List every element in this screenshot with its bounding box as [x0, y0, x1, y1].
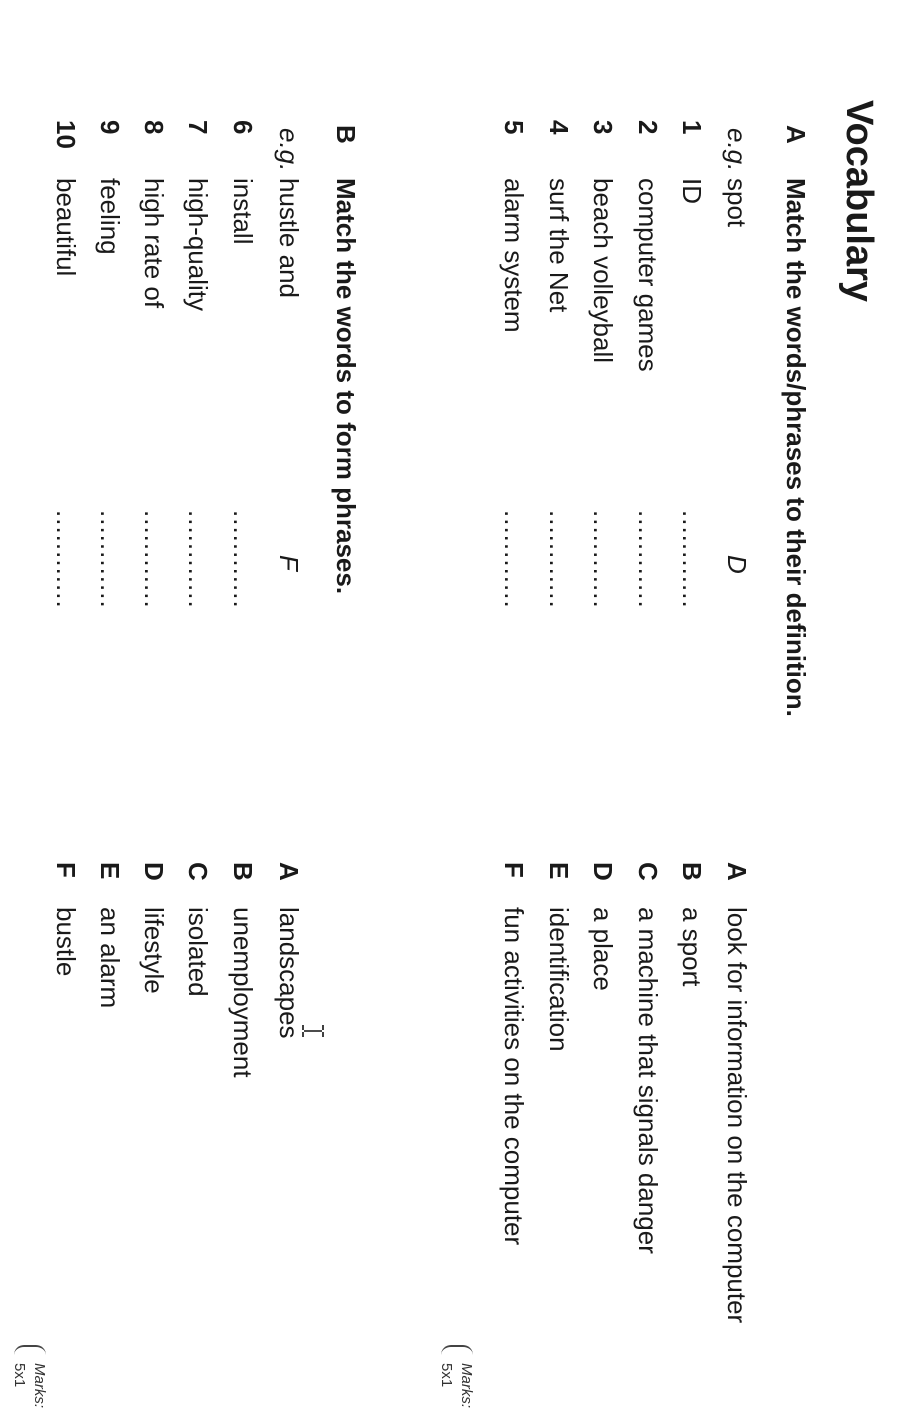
- section-b-instruction: Match the words to form phrases.: [331, 178, 361, 595]
- section-a-answer-blank[interactable]: ............: [633, 510, 663, 609]
- section-b-option-text: isolated: [183, 907, 213, 997]
- section-b-answer-blank[interactable]: ............: [228, 510, 258, 609]
- section-a-definition-text: a place: [588, 907, 618, 991]
- section-a-marks-bracket: [441, 1345, 473, 1361]
- section-a-item-number: 1: [677, 120, 707, 135]
- section-b-item-word: high-quality: [183, 178, 213, 311]
- section-b-example-word: hustle and: [274, 178, 304, 298]
- section-b-letter: B: [331, 125, 361, 144]
- section-a-item-word: ID: [677, 178, 707, 204]
- section-b-item-number: 10: [51, 120, 81, 149]
- section-b-answer-blank[interactable]: ............: [51, 510, 81, 609]
- section-a-example-label: e.g.: [722, 128, 752, 172]
- section-b-item-word: feeling: [95, 178, 125, 255]
- section-b-item-number: 6: [228, 120, 258, 135]
- section-b-option-letter: F: [51, 862, 81, 878]
- section-a-definition-letter: F: [499, 862, 529, 878]
- section-b-item-word: install: [228, 178, 258, 245]
- section-a-marks-value: 5x1: [438, 1363, 455, 1388]
- section-a-item-word: computer games: [633, 178, 663, 372]
- section-b-option-text: bustle: [51, 907, 81, 977]
- section-b-marks-label: Marks:: [31, 1363, 48, 1408]
- section-a-answer-blank[interactable]: ............: [499, 510, 529, 609]
- section-a-item-number: 5: [499, 120, 529, 135]
- watermark-text: орита Евге...: [6, 8, 33, 150]
- section-b-item-number: 8: [139, 120, 169, 135]
- section-b-option-text: unemployment: [228, 907, 258, 1078]
- section-b-item-word: beautiful: [51, 178, 81, 277]
- section-a-definition-letter: D: [588, 862, 618, 881]
- section-a-marks-label: Marks:: [458, 1363, 475, 1408]
- section-b-item-number: 7: [183, 120, 213, 135]
- section-a-definition-letter: C: [633, 862, 663, 881]
- section-b-item-number: 9: [95, 120, 125, 135]
- section-a-definition-text: fun activities on the computer: [499, 907, 529, 1246]
- section-a-answer-blank[interactable]: ............: [588, 510, 618, 609]
- section-a-item-word: alarm system: [499, 178, 529, 333]
- section-a-definition-text: a sport: [677, 907, 707, 987]
- section-a-definition-text: a machine that signals danger: [633, 907, 663, 1254]
- section-b-option-letter: C: [183, 862, 213, 881]
- section-b-answer-blank[interactable]: ............: [95, 510, 125, 609]
- section-a-example-answer: D: [722, 555, 752, 574]
- section-a-item-number: 4: [544, 120, 574, 135]
- section-b-option-letter: A: [274, 862, 304, 881]
- section-b-option-text: an alarm: [95, 907, 125, 1009]
- section-a-answer-blank[interactable]: ............: [677, 510, 707, 609]
- section-a-letter: A: [781, 125, 811, 144]
- section-b-option-text: landscapes: [274, 907, 304, 1039]
- section-a-definition-text: look for information on the computer: [722, 907, 752, 1324]
- section-a-item-number: 3: [588, 120, 618, 135]
- section-b-answer-blank[interactable]: ............: [139, 510, 169, 609]
- section-a-example-word: spot: [722, 178, 752, 228]
- section-a-item-word: beach volleyball: [588, 178, 618, 364]
- section-a-instruction: Match the words/phrases to their definition.: [781, 178, 811, 717]
- section-a-item-word: surf the Net: [544, 178, 574, 313]
- section-b-example-answer: F: [274, 555, 304, 571]
- section-b-marks-bracket: [14, 1345, 46, 1361]
- section-a-definition-text: identification: [544, 907, 574, 1052]
- section-b-answer-blank[interactable]: ............: [183, 510, 213, 609]
- section-a-answer-blank[interactable]: ............: [544, 510, 574, 609]
- section-a-definition-letter: B: [677, 862, 707, 881]
- section-b-marks-value: 5x1: [11, 1363, 28, 1388]
- section-b-option-letter: D: [139, 862, 169, 881]
- section-a-item-number: 2: [633, 120, 663, 135]
- section-a-definition-letter: E: [544, 862, 574, 880]
- section-a-definition-letter: A: [722, 862, 752, 881]
- section-b-item-word: high rate of: [139, 178, 169, 309]
- page-title: Vocabulary: [838, 100, 880, 303]
- text-cursor-icon: [302, 1022, 324, 1040]
- section-b-option-letter: E: [95, 862, 125, 880]
- section-b-option-letter: B: [228, 862, 258, 881]
- section-b-example-label: e.g.: [274, 128, 304, 172]
- section-b-option-text: lifestyle: [139, 907, 169, 994]
